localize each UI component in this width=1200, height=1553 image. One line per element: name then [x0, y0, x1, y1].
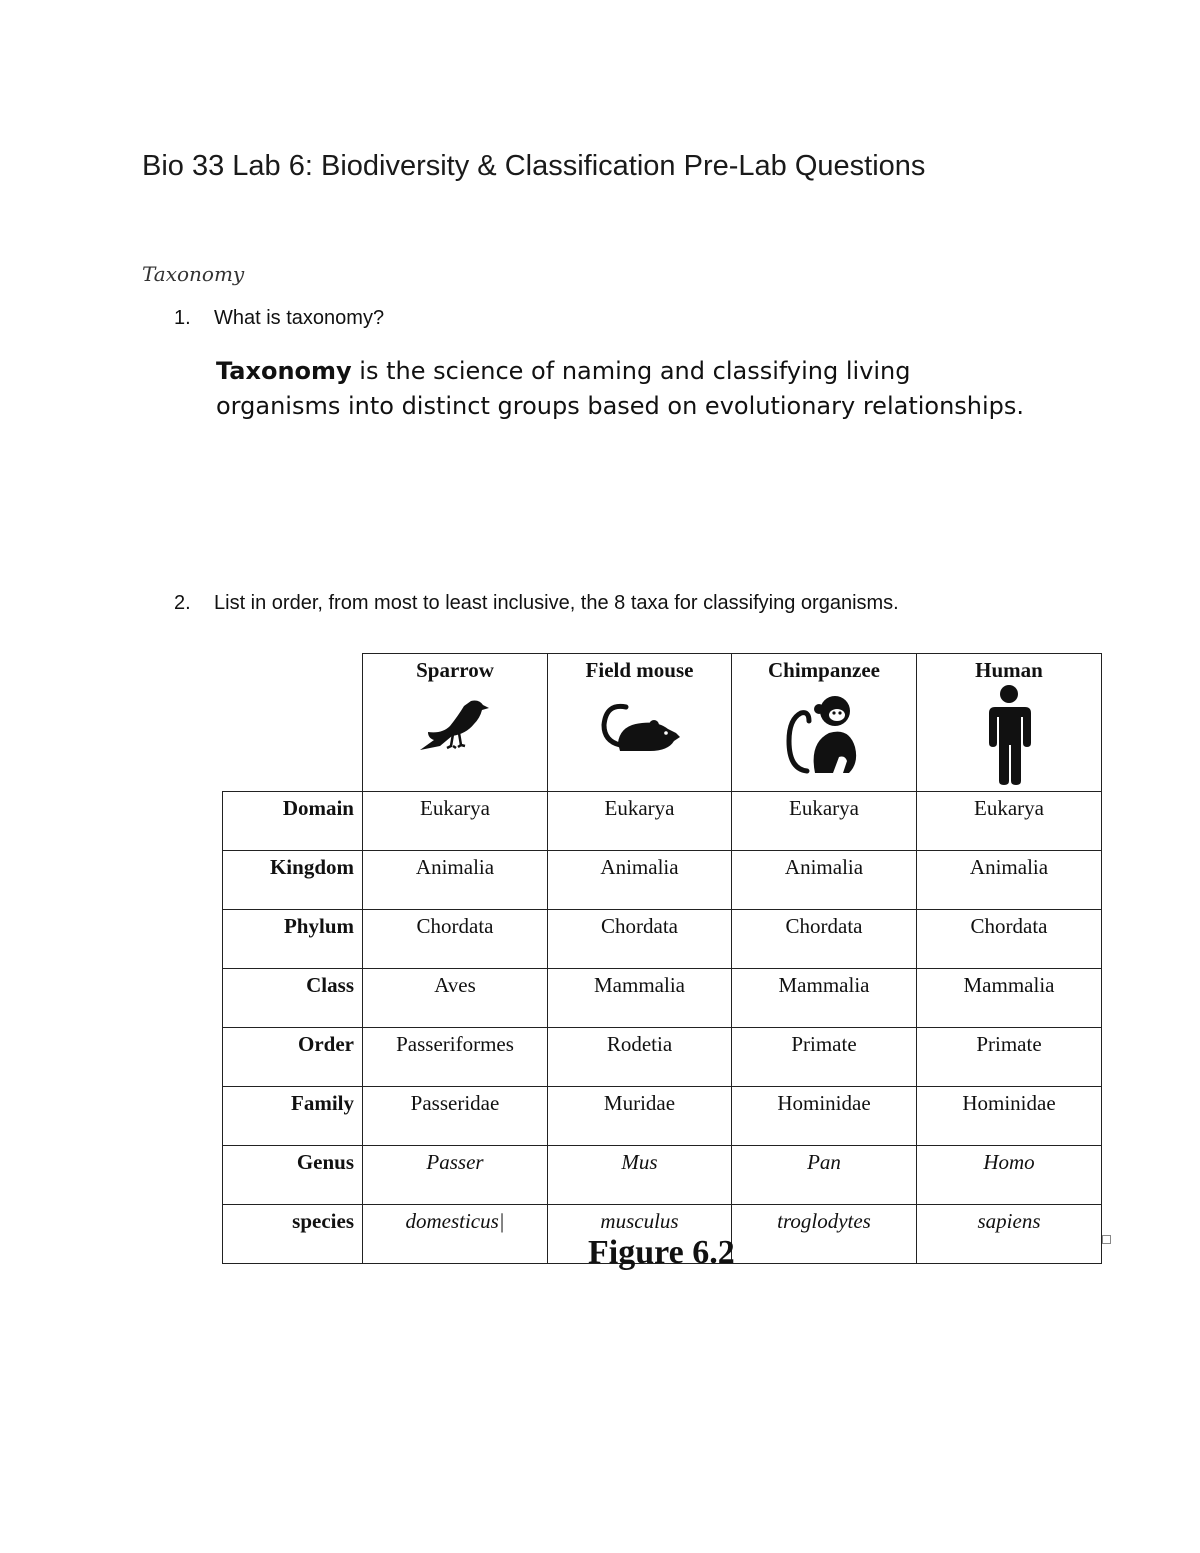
table-cell: Passeriformes [363, 1028, 548, 1087]
person-icon [979, 685, 1039, 785]
table-cell: Chordata [363, 910, 548, 969]
header-label: Human [975, 658, 1043, 682]
row-label: Order [223, 1028, 363, 1087]
answer-text: is the science of naming and classifying living organisms into distinct groups based on evolutionary relationships. [216, 357, 1025, 420]
row-label: Phylum [223, 910, 363, 969]
table-cell: Primate [732, 1028, 917, 1087]
table-row [223, 1087, 1102, 1146]
table-cell: Animalia [732, 851, 917, 910]
table-cell: Rodetia [548, 1028, 732, 1087]
table-cell: domesticus| [363, 1205, 548, 1264]
table-cell: Aves [363, 969, 548, 1028]
table-cell: Homo [917, 1146, 1102, 1205]
question-text: What is taxonomy? [214, 307, 385, 329]
header-label: Chimpanzee [768, 658, 880, 682]
table-cell: Mammalia [548, 969, 732, 1028]
row-label: Class [223, 969, 363, 1028]
table-cell: Passeridae [363, 1087, 548, 1146]
classification-table [222, 653, 1102, 1264]
table-cell: Chordata [548, 910, 732, 969]
mouse-icon [592, 693, 688, 763]
table-cell: Mus [548, 1146, 732, 1205]
section-heading: Taxonomy [142, 262, 245, 286]
table-cell: Eukarya [548, 792, 732, 851]
table-cell: Chordata [732, 910, 917, 969]
table-cell: Animalia [548, 851, 732, 910]
question-number: 1. [174, 307, 191, 329]
table-row [223, 1028, 1102, 1087]
question-1 [174, 307, 384, 330]
row-label: Genus [223, 1146, 363, 1205]
table-row [223, 1146, 1102, 1205]
row-label: Kingdom [223, 851, 363, 910]
table-cell: sapiens [917, 1205, 1102, 1264]
table-cell: Chordata [917, 910, 1102, 969]
header-chimpanzee [732, 654, 917, 792]
row-label: species [223, 1205, 363, 1264]
table-row [223, 910, 1102, 969]
table-row [223, 969, 1102, 1028]
table-cell: Pan [732, 1146, 917, 1205]
table-cell: Animalia [917, 851, 1102, 910]
table-row [223, 851, 1102, 910]
question-text: List in order, from most to least inclusive, the 8 taxa for classifying organisms. [214, 592, 899, 614]
answer-1[interactable] [216, 354, 1036, 424]
table-cell: Animalia [363, 851, 548, 910]
table-cell: Eukarya [363, 792, 548, 851]
table-cell: Eukarya [732, 792, 917, 851]
table-cell: Muridae [548, 1087, 732, 1146]
table-cell: Mammalia [732, 969, 917, 1028]
answer-term: Taxonomy [216, 357, 352, 385]
table-cell: Mammalia [917, 969, 1102, 1028]
table-cell: troglodytes [732, 1205, 917, 1264]
table-cell: Hominidae [917, 1087, 1102, 1146]
table-cell: Primate [917, 1028, 1102, 1087]
resize-handle[interactable] [1102, 1235, 1111, 1244]
monkey-icon [779, 693, 869, 777]
blank-cell [223, 654, 363, 792]
row-label: Domain [223, 792, 363, 851]
table-row [223, 792, 1102, 851]
header-label: Field mouse [585, 658, 694, 682]
question-number: 2. [174, 592, 191, 614]
table-cell: Passer [363, 1146, 548, 1205]
header-field-mouse [548, 654, 732, 792]
table-header-row [223, 654, 1102, 792]
table-cell: Hominidae [732, 1087, 917, 1146]
row-label: Family [223, 1087, 363, 1146]
question-2 [174, 592, 899, 615]
header-human [917, 654, 1102, 792]
header-label: Sparrow [416, 658, 494, 682]
table-cell: musculus [548, 1205, 732, 1264]
bird-icon [415, 693, 495, 763]
figure-caption: Figure 6.2 [588, 1234, 735, 1271]
table-cell: Eukarya [917, 792, 1102, 851]
header-sparrow [363, 654, 548, 792]
page-title: Bio 33 Lab 6: Biodiversity & Classification Pre-Lab Questions [142, 150, 926, 182]
